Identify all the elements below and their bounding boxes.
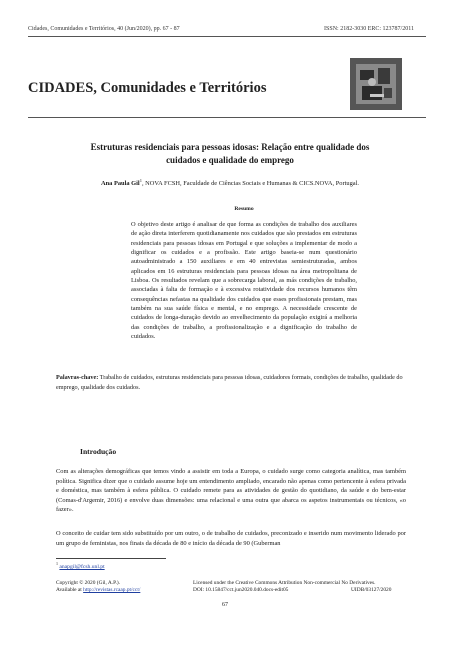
footer-left: [56, 580, 140, 595]
title-rule: [28, 117, 426, 118]
paragraph-1: Com as alterações demográficas que temos vindo a assistir em toda a Europa, o cuidado surge como categoria analítica, mas também política. Significa dizer que o cuidado assume hoje um entendimento ampliado, encarado não apenas como pertencente à esfera privada e doméstica, mas também à esfera pública. O cuidado remete para as atividades de gestão do quotidiano, da saúde e do bem-estar (Comas-d'Argemir, 2016) e envolve duas dimensões: uma relacional e uma outra que abarca os aspetos instrumentais ou técnicos, «o fazer».: [56, 468, 406, 514]
footer-middle: [193, 580, 376, 595]
footnote: [56, 561, 105, 570]
copyright-text: Copyright © 2020 (Gil, A.P.).: [56, 580, 120, 586]
footnote-email-link[interactable]: anapgil@fcsh.unl.pt: [59, 563, 105, 570]
author-affiliation: , NOVA FCSH, Faculdade de Ciências Sociais e Humanas & CICS.NOVA, Portugal.: [141, 180, 359, 188]
abstract-text: O objetivo deste artigo é analisar de que forma as condições de trabalho dos auxiliares de ação direta interferem quotidianamente nos cuidados que são prestados em estruturas residenciais para pessoas idosas em Portugal e que soluções a implementar de modo a dignificar os cuidados e a profissão. Este artigo baseia-se num questionário autoadministrado a 150 auxiliares e em 40 entrevistas semiestruturadas, ambos aplicados em 16 estruturas residenciais para pessoas idosas na área metropolitana de Lisboa. Os resultados revelam que a sobrecarga laboral, as más condições de trabalho, associadas à falta de formação e à excessiva rotatividade dos recursos humanos têm consequências nefastas na qualidade dos cuidados que esses profissionais prestam, mas também na sua saúde física e mental, e no emprego. A necessidade crescente de cuidados de longa-duração devido ao envelhecimento da população exigirá a melhoria das condições de trabalho, a profissionalização e a dignificação do trabalho de cuidados.: [131, 221, 357, 341]
keywords-text: Trabalho de cuidados, estruturas residenciais para pessoas idosas, cuidadores formais, condições de trabalho, qualidade do emprego, qualidade dos cuidados.: [56, 374, 403, 391]
article-title: [60, 141, 400, 167]
section-title: Introdução: [80, 447, 117, 456]
journal-url-link[interactable]: http://revistas.rcaap.pt/cct/: [83, 587, 141, 594]
journal-logo-icon: [350, 58, 402, 110]
doi-text: DOI: 10.15847/cct.jun2020.040.docs-edit05: [193, 587, 289, 594]
paragraph-2: O conceito de cuidar tem sido substituído por um outro, o de trabalho de cuidados, preconizado e inserido num movimento liderado por um grupo de feministas, nos finais da década de 80 e início da década de 90 (Guberman: [56, 530, 406, 547]
running-header-left: Cidades, Comunidades e Territórios, 40 (Jun/2020), pp. 67 - 87: [28, 26, 180, 32]
author-line: [60, 178, 400, 187]
footnote-rule: [56, 558, 166, 559]
article-title-line-2: cuidados e qualidade do emprego: [166, 155, 294, 165]
author-footnote-marker: 1: [139, 178, 142, 183]
article-title-line-1: Estruturas residenciais para pessoas idosas: Relação entre qualidade dos: [90, 142, 370, 152]
header-rule: [28, 36, 426, 37]
author-name: Ana Paula Gil: [100, 180, 140, 188]
abstract-heading: Resumo: [234, 206, 254, 212]
license-text: Licensed under the Creative Commons Attribution Non-commercial No Derivatives.: [193, 580, 376, 586]
footnote-marker: 1: [56, 561, 58, 566]
keywords-label: Palavras-chave:: [56, 374, 99, 381]
page-number: 67: [222, 602, 228, 608]
uidb-text: UIDB/03127/2020: [351, 587, 392, 593]
running-header-right: ISSN: 2182-3030 ERC: 123787/2011: [324, 26, 414, 32]
journal-title: CIDADES, Comunidades e Territórios: [28, 80, 267, 96]
availability-prefix: Available at: [56, 587, 84, 594]
availability-line: [56, 587, 140, 594]
keywords: [56, 373, 416, 392]
